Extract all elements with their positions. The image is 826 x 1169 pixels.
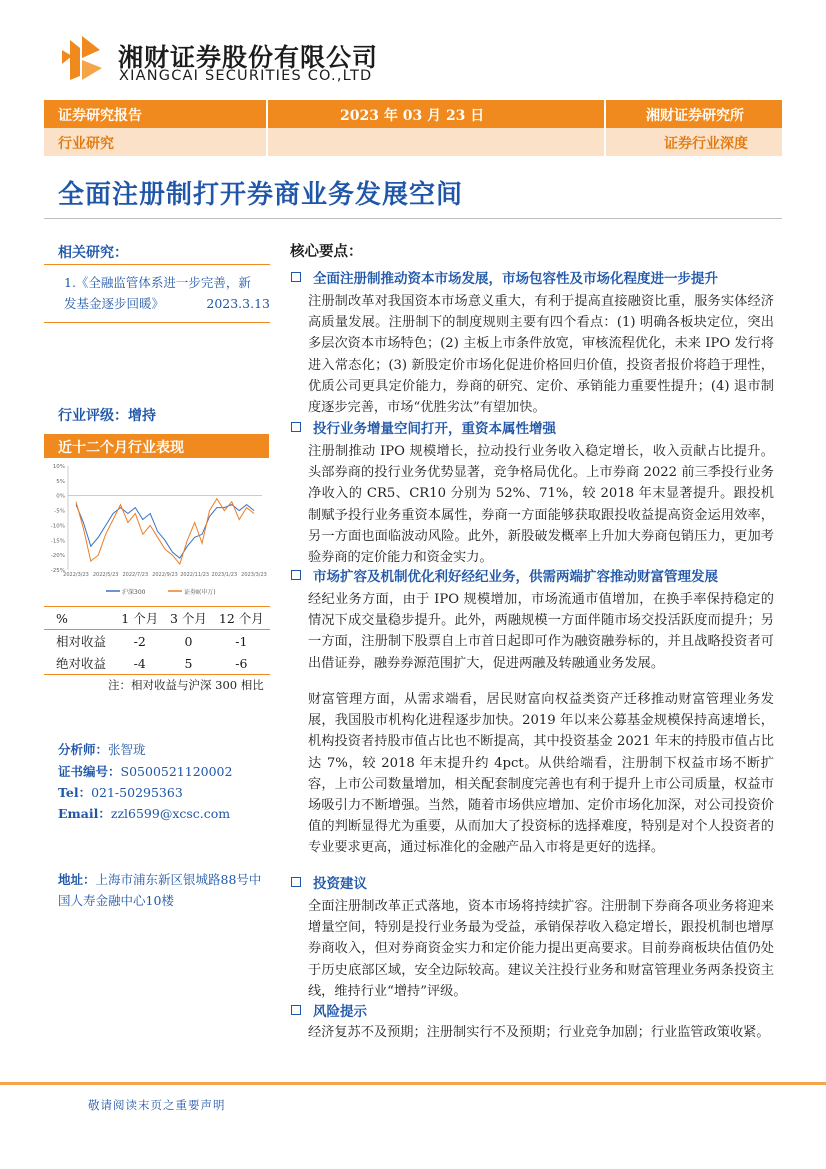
performance-chart bbox=[44, 458, 270, 600]
y-tick-label: 0% bbox=[56, 493, 65, 500]
x-tick-label: 2022/3/23 bbox=[63, 572, 89, 578]
company-name-cn: 湘财证券股份有限公司 bbox=[118, 43, 379, 72]
section-paragraph: 注册制推动 IPO 规模增长，拉动投行业务收入稳定增长，收入贡献占比提升。头部券商的投行业务优势显著，竞争格局优化。上市券商 2022 前三季投行业务净收入的 CR5、CR10 分别为 52%、71%，较 2018 年末显著提升。跟投机制赋予投行业务重资本属性，券商一方面能够获取跟投收益提高资金运用效率，另一方面也面临波动风险。此外，新股破发概率上升加大券商包销压力，更加考验券商的定价能力和资金实力。 bbox=[308, 444, 774, 566]
footer-divider bbox=[0, 1082, 826, 1085]
performance-table bbox=[44, 606, 270, 675]
tel-label: Tel： bbox=[58, 785, 92, 800]
address-label: 地址： bbox=[58, 872, 96, 887]
section-title: 风险提示 bbox=[313, 1004, 367, 1020]
cert-label: 证书编号： bbox=[58, 764, 121, 779]
section-title: 市场扩容及机制优化利好经纪业务，供需两端扩容推动财富管理发展 bbox=[313, 569, 718, 585]
x-tick-label: 2022/11/23 bbox=[180, 572, 210, 578]
institute-name: 湘财证券研究所 bbox=[646, 108, 744, 124]
address-line2: 国人寿金融中心10楼 bbox=[58, 893, 174, 908]
section-title: 投行业务增量空间打开，重资本属性增强 bbox=[313, 421, 556, 437]
section-paragraph: 经纪业务方面，由于 IPO 规模增加，市场流通市值增加，在换手率保持稳定的情况下成交量稳步提升。此外，两融规模一方面伴随市场交投活跃度而提升；另一方面，注册制下股票自上市首日起即可作为融资融券标的，并且战略投资者可出借证券，融券券源范围扩大，促进两融及转融通业务发展。 bbox=[308, 592, 774, 671]
table-cell: -6 bbox=[235, 655, 248, 671]
email-value[interactable]: zzl6599@xcsc.com bbox=[110, 806, 231, 821]
report-category: 行业研究 bbox=[58, 136, 114, 152]
series-line-hs300 bbox=[76, 505, 254, 558]
table-cell: 5 bbox=[184, 655, 193, 671]
x-tick-label: 2022/5/23 bbox=[92, 572, 119, 578]
title-divider bbox=[44, 218, 782, 219]
company-logo-icon bbox=[60, 34, 108, 84]
related-item-date: 2023.3.13 bbox=[206, 296, 270, 311]
y-tick-label: -5% bbox=[54, 508, 65, 515]
section-title: 全面注册制推动资本市场发展，市场包容性及市场化程度进一步提升 bbox=[313, 271, 718, 287]
sidebar-divider bbox=[44, 264, 270, 265]
sidebar-divider bbox=[44, 322, 270, 323]
x-tick-label: 2022/9/23 bbox=[152, 572, 178, 578]
checkbox-bullet-icon bbox=[291, 877, 301, 887]
section-heading-3 bbox=[291, 565, 718, 585]
analyst-name: 张智珑 bbox=[108, 742, 146, 757]
table-cell: -4 bbox=[133, 655, 146, 671]
company-name-en: XIANGCAI SECURITIES CO.,LTD bbox=[119, 68, 373, 84]
table-row bbox=[44, 652, 270, 675]
table-header-cell: % bbox=[56, 610, 68, 626]
related-item-title-line1: 1.《全融监管体系进一步完善，新 bbox=[64, 275, 251, 290]
series-line-securities bbox=[76, 499, 254, 564]
table-cell: -2 bbox=[133, 633, 146, 649]
report-date: 2023 年 03 月 23 日 bbox=[340, 108, 485, 124]
table-cell: 0 bbox=[184, 633, 193, 649]
section-heading-2 bbox=[291, 417, 556, 437]
header-divider bbox=[604, 100, 606, 128]
email-line bbox=[58, 804, 230, 822]
report-type: 证券研究报告 bbox=[58, 108, 142, 124]
table-header-cell: 1 个月 bbox=[121, 611, 159, 626]
tel-line bbox=[58, 783, 183, 801]
table-row bbox=[44, 630, 270, 653]
related-research-heading: 相关研究： bbox=[58, 245, 128, 261]
analyst-line bbox=[58, 740, 146, 758]
related-item-title-line2: 发基金逐步回暖》 bbox=[64, 296, 165, 311]
checkbox-bullet-icon bbox=[291, 570, 301, 580]
section-paragraph: 全面注册制改革正式落地，资本市场将持续扩容。注册制下券商各项业务将迎来增量空间，特别是投行业务最为受益，承销保荐收入稳定增长，跟投机制也增厚券商收入，但对券商资金实力和定价能力提出更高要求。目前券商板块估值仍处于历史底部区域，安全边际较高。建议关注投行业务和财富管理业务两条投资主线，维持行业“增持”评级。 bbox=[308, 899, 774, 999]
analyst-label: 分析师： bbox=[58, 742, 109, 757]
email-label: Email： bbox=[58, 806, 111, 821]
header-divider bbox=[266, 100, 268, 128]
table-cell: -1 bbox=[235, 633, 248, 649]
section-heading-1 bbox=[291, 267, 718, 287]
y-tick-label: -10% bbox=[50, 523, 65, 530]
performance-heading: 近十二个月行业表现 bbox=[58, 440, 184, 456]
checkbox-bullet-icon bbox=[291, 1005, 301, 1015]
x-tick-label: 2023/3/23 bbox=[241, 572, 267, 578]
checkbox-bullet-icon bbox=[291, 272, 301, 282]
x-tick-label: 2023/1/23 bbox=[211, 572, 238, 578]
legend-label-securities: 证券Ⅱ(申万) bbox=[184, 589, 216, 596]
address-block bbox=[58, 869, 261, 911]
table-note: 注：相对收益与沪深 300 相比 bbox=[108, 678, 264, 692]
table-header-row bbox=[44, 607, 270, 630]
footer-disclaimer: 敬请阅读末页之重要声明 bbox=[88, 1098, 226, 1112]
table-header-cell: 12 个月 bbox=[218, 611, 264, 626]
page-title: 全面注册制打开券商业务发展空间 bbox=[58, 180, 464, 210]
table-header-cell: 3 个月 bbox=[169, 611, 207, 626]
legend-label-hs300: 沪深300 bbox=[122, 589, 146, 596]
section-heading-4 bbox=[291, 872, 367, 892]
checkbox-bullet-icon bbox=[291, 422, 301, 432]
header-divider bbox=[266, 128, 268, 156]
y-tick-label: -25% bbox=[50, 568, 65, 574]
y-tick-label: 10% bbox=[52, 464, 65, 470]
section-paragraph: 财富管理方面，从需求端看，居民财富向权益类资产迁移推动财富管理业务发展，我国股市机构化进程逐步加快。2019 年以来公募基金规模保持高速增长，机构投资者持股市值占比也不断提高，其中投资基金 2021 年末的持股市值占比达 7%，较 2018 年末提升约 4pct。从供给端看，注册制下权益市场不断扩容，上市公司数量增加，相关配套制度完善也有利于提升上市公司质量，权益市场吸引力不断增强。当然，随着市场供应增加、定价市场化加深，对公司投资价值的判断显得尤为重要，从而加大了投资标的选择难度，特别是对个人投资者的专业要求更高，通过标准化的金融产品入市将是更好的选择。 bbox=[308, 692, 774, 856]
x-tick-label: 2022/7/23 bbox=[122, 572, 149, 578]
y-tick-label: 5% bbox=[56, 478, 65, 485]
related-research-item[interactable] bbox=[64, 272, 270, 314]
row-label: 绝对收益 bbox=[56, 656, 107, 671]
section-paragraph: 经济复苏不及预期；注册制实行不及预期；行业竞争加剧；行业监管政策收紧。 bbox=[308, 1025, 770, 1040]
section-title: 投资建议 bbox=[313, 876, 367, 892]
address-line1: 上海市浦东新区银城路88号中 bbox=[95, 872, 262, 887]
cert-line bbox=[58, 762, 232, 780]
section-heading-5 bbox=[291, 1000, 367, 1020]
section-paragraph: 注册制改革对我国资本市场意义重大，有利于提高直接融资比重，服务实体经济高质量发展。注册制下的制度规则主要有四个看点：(1) 明确各板块定位，突出多层次资本市场特色；(2) 主板上市条件放宽，审核流程优化，未来 IPO 发行将进入常态化；(3) 新股定价市场化促进价格回归价值，投资者报价将趋于理性，优质公司更具定价能力，券商的研究、定价、承销能力重要性提升；(4) 退市制度逐步完善，市场“优胜劣汰”有望加快。 bbox=[308, 294, 774, 416]
report-subcategory: 证券行业深度 bbox=[664, 136, 748, 152]
core-points-heading: 核心要点： bbox=[290, 243, 363, 260]
y-tick-label: -20% bbox=[50, 553, 65, 560]
header-divider bbox=[604, 128, 606, 156]
industry-rating: 行业评级：增持 bbox=[58, 408, 156, 424]
tel-value: 021-50295363 bbox=[91, 785, 183, 800]
row-label: 相对收益 bbox=[56, 634, 107, 649]
cert-value: S0500521120002 bbox=[120, 764, 233, 779]
y-tick-label: -15% bbox=[50, 538, 65, 545]
